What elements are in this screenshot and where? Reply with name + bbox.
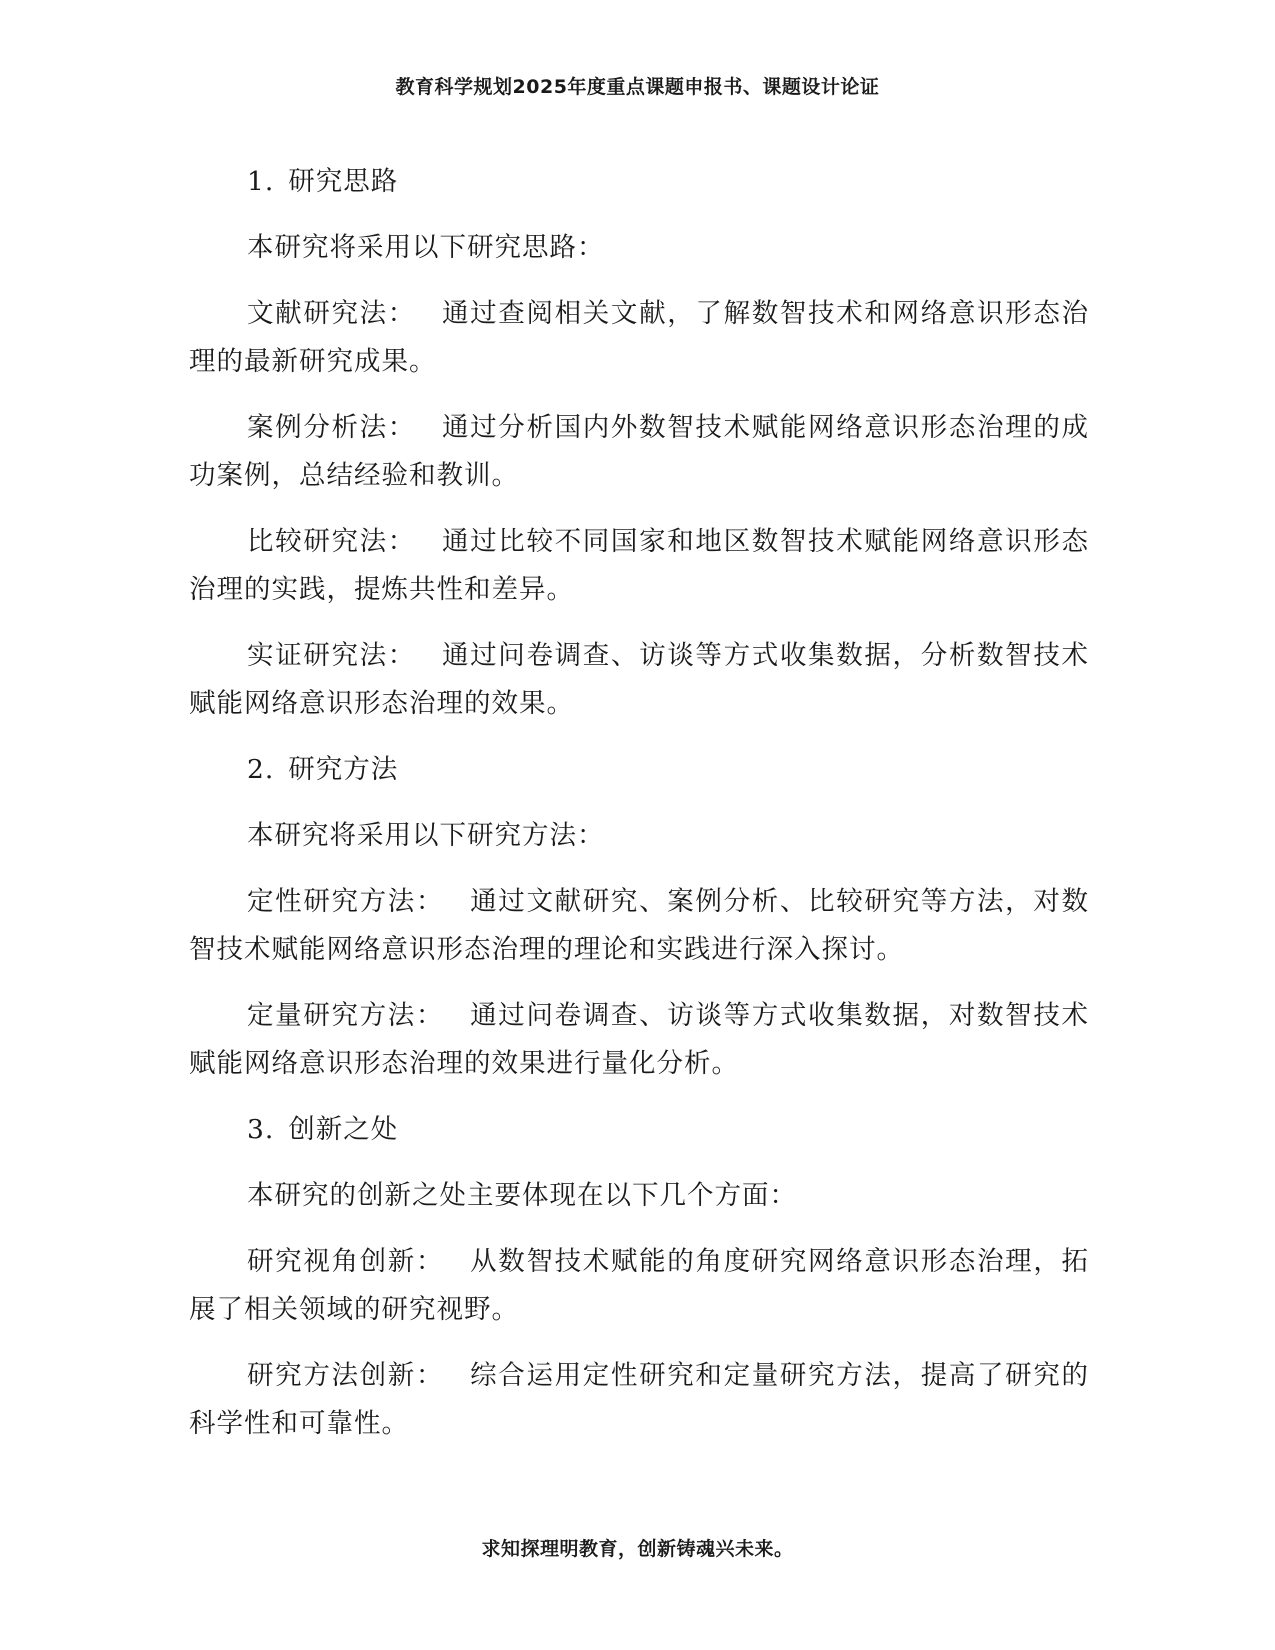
method-paragraph bbox=[189, 518, 1089, 614]
innovation-text: 从数智技术赋能的角度研究网络意识形态治理，拓展了相关领域的研究视野。 bbox=[189, 1246, 1089, 1325]
method-paragraph bbox=[189, 632, 1089, 728]
method-label: 比较研究法： bbox=[247, 526, 416, 557]
method-label: 定量研究方法： bbox=[247, 1000, 445, 1031]
method-label: 定性研究方法： bbox=[247, 886, 445, 917]
method-label: 实证研究法： bbox=[247, 640, 416, 671]
innovation-text: 综合运用定性研究和定量研究方法，提高了研究的科学性和可靠性。 bbox=[189, 1360, 1089, 1439]
page-header: 教育科学规划2025年度重点课题申报书、课题设计论证 bbox=[395, 76, 880, 98]
method-label: 文献研究法： bbox=[247, 298, 416, 329]
section-number: 1. bbox=[247, 166, 275, 197]
section-heading bbox=[189, 746, 1089, 794]
method-text: 通过比较不同国家和地区数智技术赋能网络意识形态治理的实践，提炼共性和差异。 bbox=[189, 526, 1090, 605]
section-heading bbox=[189, 1106, 1089, 1154]
section-intro: 本研究将采用以下研究思路： bbox=[247, 232, 605, 263]
section-heading bbox=[189, 158, 1089, 206]
innovation-paragraph bbox=[189, 1352, 1089, 1448]
method-paragraph bbox=[189, 878, 1089, 974]
method-paragraph bbox=[189, 992, 1089, 1088]
page-footer: 求知探理明教育，创新铸魂兴未来。 bbox=[481, 1538, 794, 1560]
method-paragraph bbox=[189, 404, 1089, 500]
innovation-label: 研究方法创新： bbox=[247, 1360, 445, 1391]
section-intro: 本研究将采用以下研究方法： bbox=[247, 820, 605, 851]
method-label: 案例分析法： bbox=[247, 412, 416, 443]
section-number: 3. bbox=[247, 1114, 275, 1145]
method-paragraph bbox=[189, 290, 1089, 386]
section-title: 研究思路 bbox=[288, 166, 399, 197]
section-title: 研究方法 bbox=[288, 754, 399, 785]
document-body bbox=[189, 158, 1089, 1466]
innovation-paragraph bbox=[189, 1238, 1089, 1334]
method-text: 通过分析国内外数智技术赋能网络意识形态治理的成功案例，总结经验和教训。 bbox=[189, 412, 1090, 491]
section-number: 2. bbox=[247, 754, 275, 785]
innovation-label: 研究视角创新： bbox=[247, 1246, 445, 1277]
method-text: 通过问卷调查、访谈等方式收集数据，对数智技术赋能网络意识形态治理的效果进行量化分析。 bbox=[189, 1000, 1089, 1079]
section-intro: 本研究的创新之处主要体现在以下几个方面： bbox=[247, 1180, 797, 1211]
method-text: 通过文献研究、案例分析、比较研究等方法，对数智技术赋能网络意识形态治理的理论和实践进行深入探讨。 bbox=[189, 886, 1089, 965]
section-title: 创新之处 bbox=[288, 1114, 399, 1145]
method-text: 通过查阅相关文献，了解数智技术和网络意识形态治理的最新研究成果。 bbox=[189, 298, 1090, 377]
method-text: 通过问卷调查、访谈等方式收集数据，分析数智技术赋能网络意识形态治理的效果。 bbox=[189, 640, 1090, 719]
